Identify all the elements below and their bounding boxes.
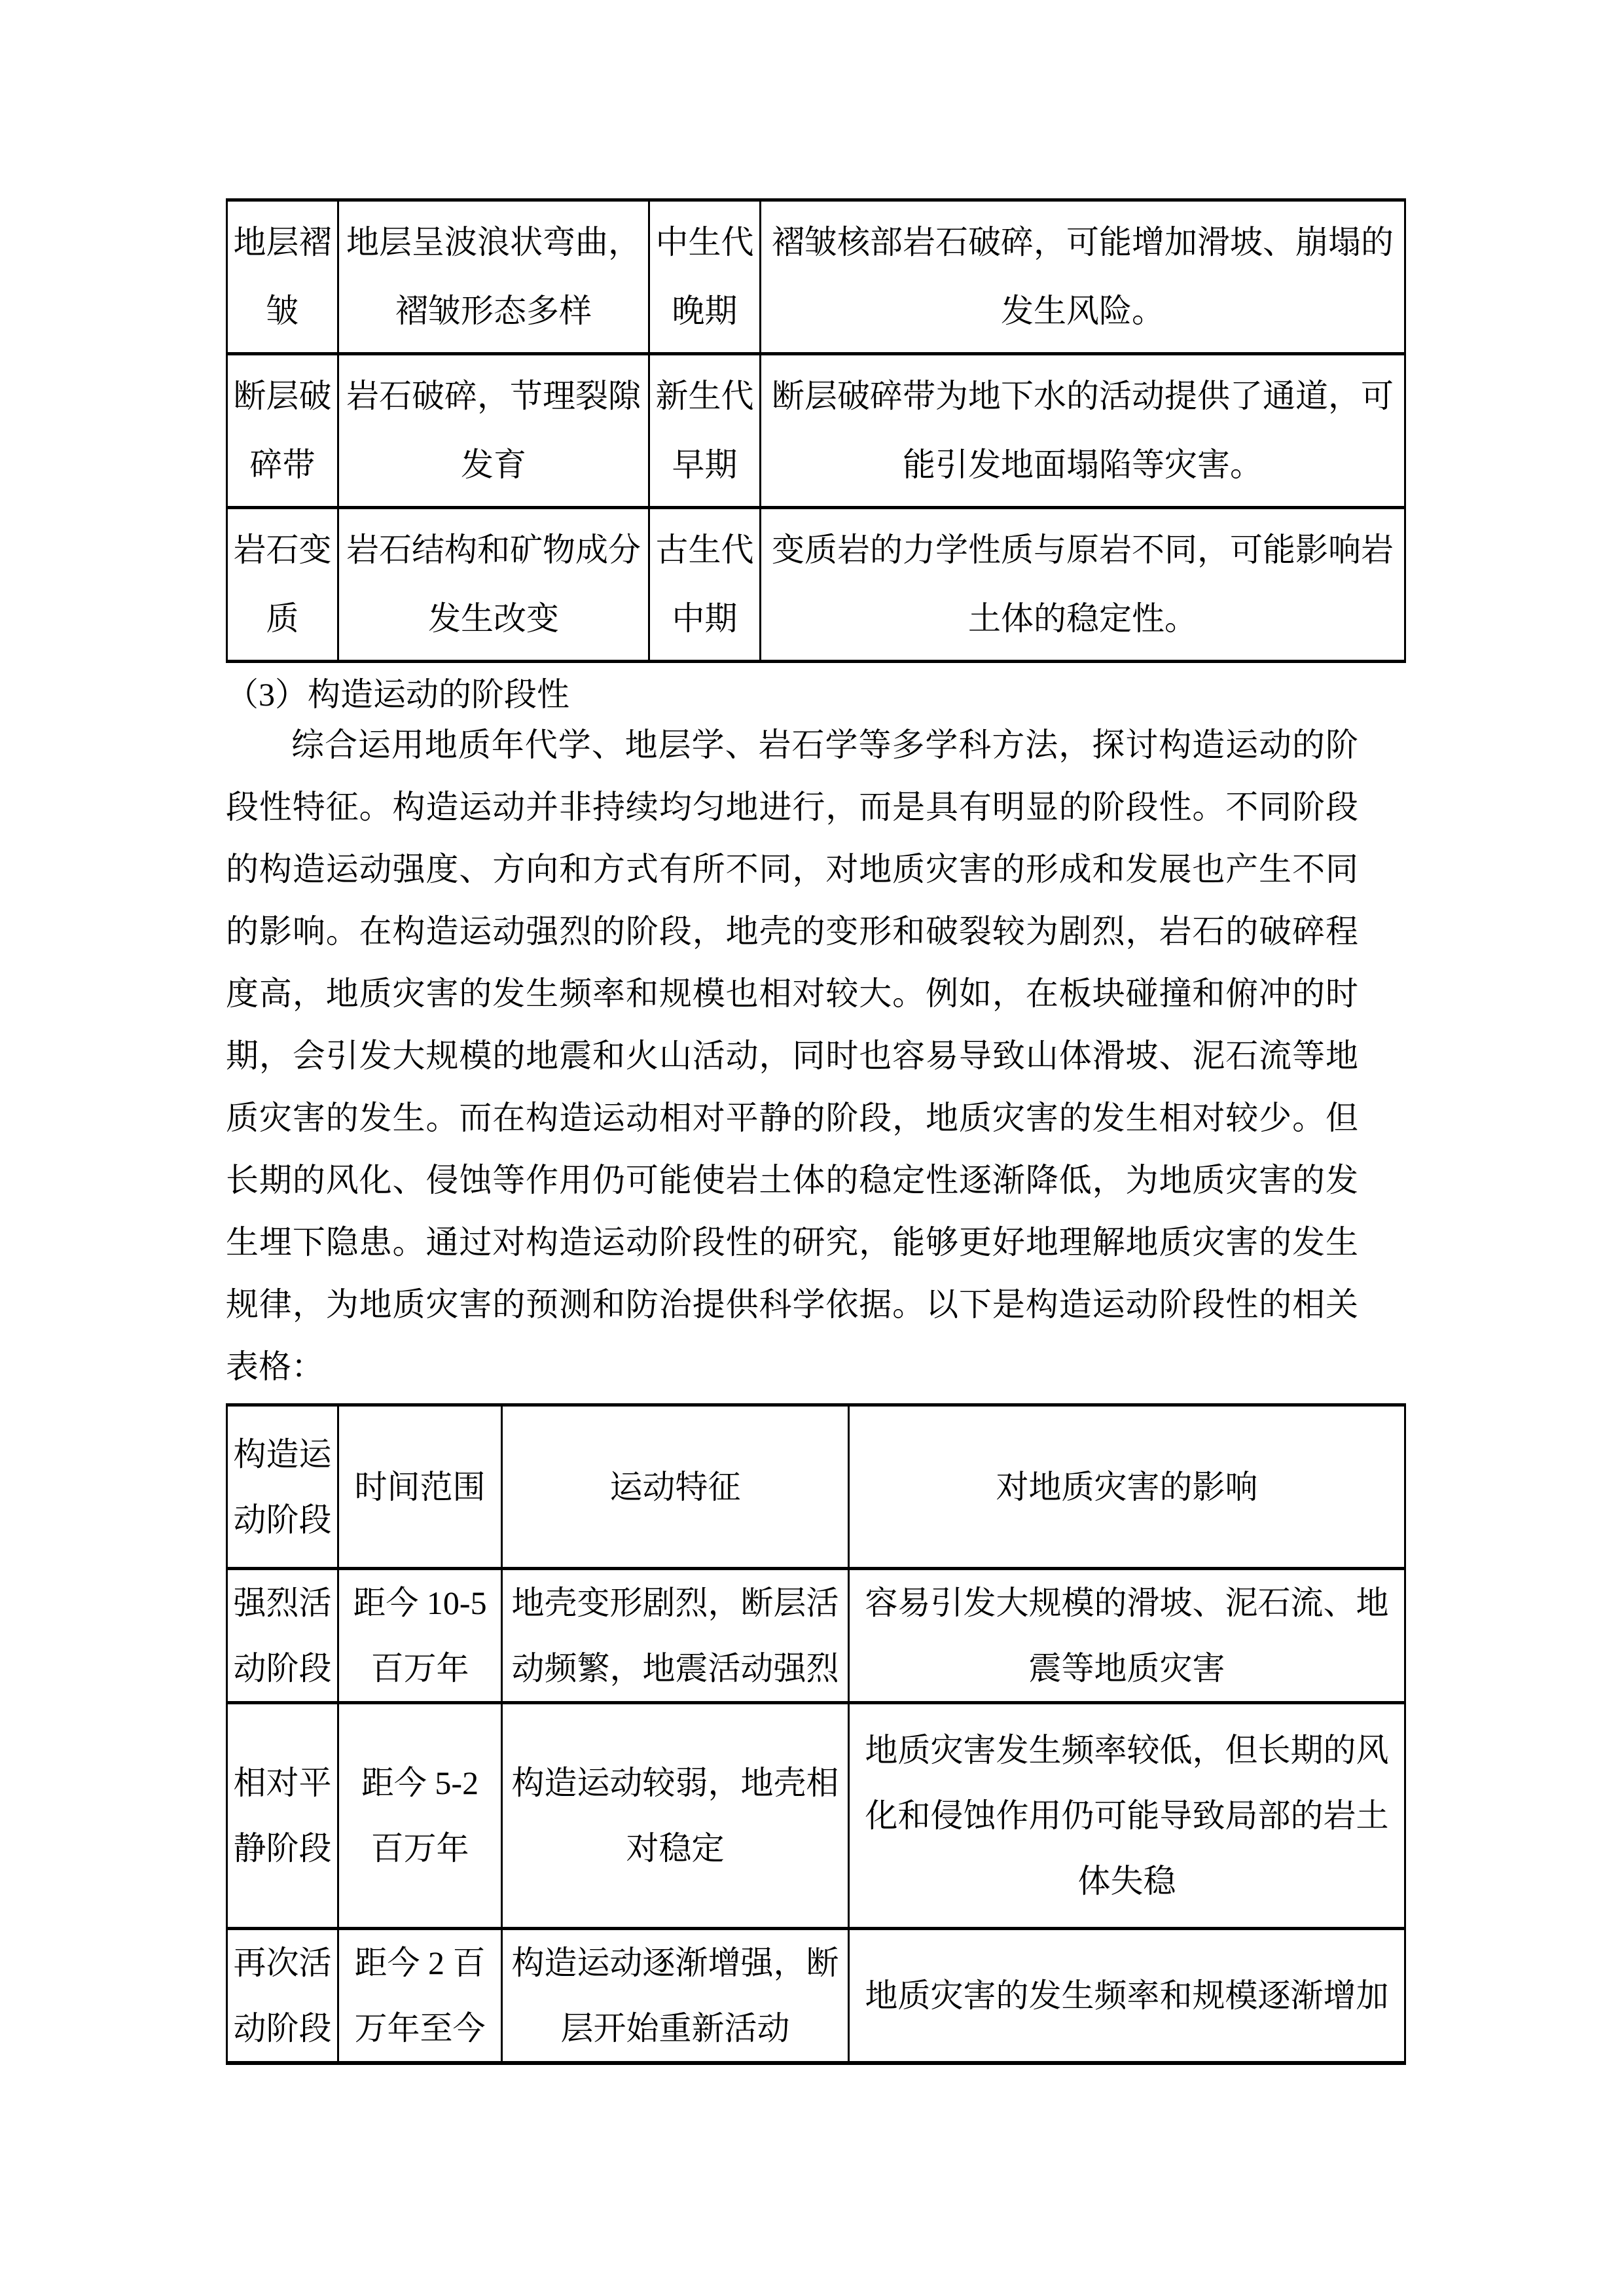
table-cell-description: 岩石破碎，节理裂隙发育 [338,354,649,508]
table-cell-description: 岩石结构和矿物成分发生改变 [338,508,649,662]
table-cell-feature: 岩石变质 [227,508,338,662]
tectonic-stages-table [226,1403,1406,2065]
table-cell-era: 古生代中期 [649,508,761,662]
table-cell-stage: 相对平静阶段 [227,1703,338,1929]
header-cell-characteristics: 运动特征 [502,1405,849,1569]
table-cell-era: 中生代晚期 [649,200,761,354]
table-cell-stage: 强烈活动阶段 [227,1569,338,1703]
table-cell-characteristics: 构造运动较弱，地壳相对稳定 [502,1703,849,1929]
table-cell-characteristics: 地壳变形剧烈，断层活动频繁，地震活动强烈 [502,1569,849,1703]
table-cell-impact: 变质岩的力学性质与原岩不同，可能影响岩土体的稳定性。 [761,508,1405,662]
table-cell-feature: 断层破碎带 [227,354,338,508]
table-cell-feature: 地层褶皱 [227,200,338,354]
table-row [227,354,1405,508]
table-row [227,1929,1405,2064]
body-paragraph: 综合运用地质年代学、地层学、岩石学等多学科方法，探讨构造运动的阶段性特征。构造运动并非持续均匀地进行，而是具有明显的阶段性。不同阶段的构造运动强度、方向和方式有所不同，对地质灾害的形成和发展也产生不同的影响。在构造运动强烈的阶段，地壳的变形和破裂较为剧烈，岩石的破碎程度高，地质灾害的发生频率和规模也相对较大。例如，在板块碰撞和俯冲的时期，会引发大规模的地震和火山活动，同时也容易导致山体滑坡、泥石流等地质灾害的发生。而在构造运动相对平静的阶段，地质灾害的发生相对较少。但长期的风化、侵蚀等作用仍可能使岩土体的稳定性逐渐降低，为地质灾害的发生埋下隐患。通过对构造运动阶段性的研究，能够更好地理解地质灾害的发生规律，为地质灾害的预测和防治提供科学依据。以下是构造运动阶段性的相关表格： [226,726,1358,1385]
header-cell-stage: 构造运动阶段 [227,1405,338,1569]
table-cell-impact: 褶皱核部岩石破碎，可能增加滑坡、崩塌的发生风险。 [761,200,1405,354]
table-cell-time-range: 距今 10-5 百万年 [338,1569,502,1703]
table-row [227,1703,1405,1929]
table-cell-time-range: 距今 5-2 百万年 [338,1703,502,1929]
table-cell-impact: 地质灾害发生频率较低，但长期的风化和侵蚀作用仍可能导致局部的岩土体失稳 [849,1703,1405,1929]
header-cell-impact: 对地质灾害的影响 [849,1405,1405,1569]
table-cell-era: 新生代早期 [649,354,761,508]
table-cell-stage: 再次活动阶段 [227,1929,338,2064]
table-row [227,508,1405,662]
table-cell-characteristics: 构造运动逐渐增强，断层开始重新活动 [502,1929,849,2064]
table-cell-description: 地层呈波浪状弯曲，褶皱形态多样 [338,200,649,354]
table-cell-time-range: 距今 2 百万年至今 [338,1929,502,2064]
header-cell-time-range: 时间范围 [338,1405,502,1569]
table-row [227,200,1405,354]
table-cell-impact: 断层破碎带为地下水的活动提供了通道，可能引发地面塌陷等灾害。 [761,354,1405,508]
table-row [227,1569,1405,1703]
table-cell-impact: 容易引发大规模的滑坡、泥石流、地震等地质灾害 [849,1569,1405,1703]
table-header-row [227,1405,1405,1569]
table-cell-impact: 地质灾害的发生频率和规模逐渐增加 [849,1929,1405,2064]
fold-geology-table [226,198,1406,663]
section-heading: （3）构造运动的阶段性 [226,676,569,713]
